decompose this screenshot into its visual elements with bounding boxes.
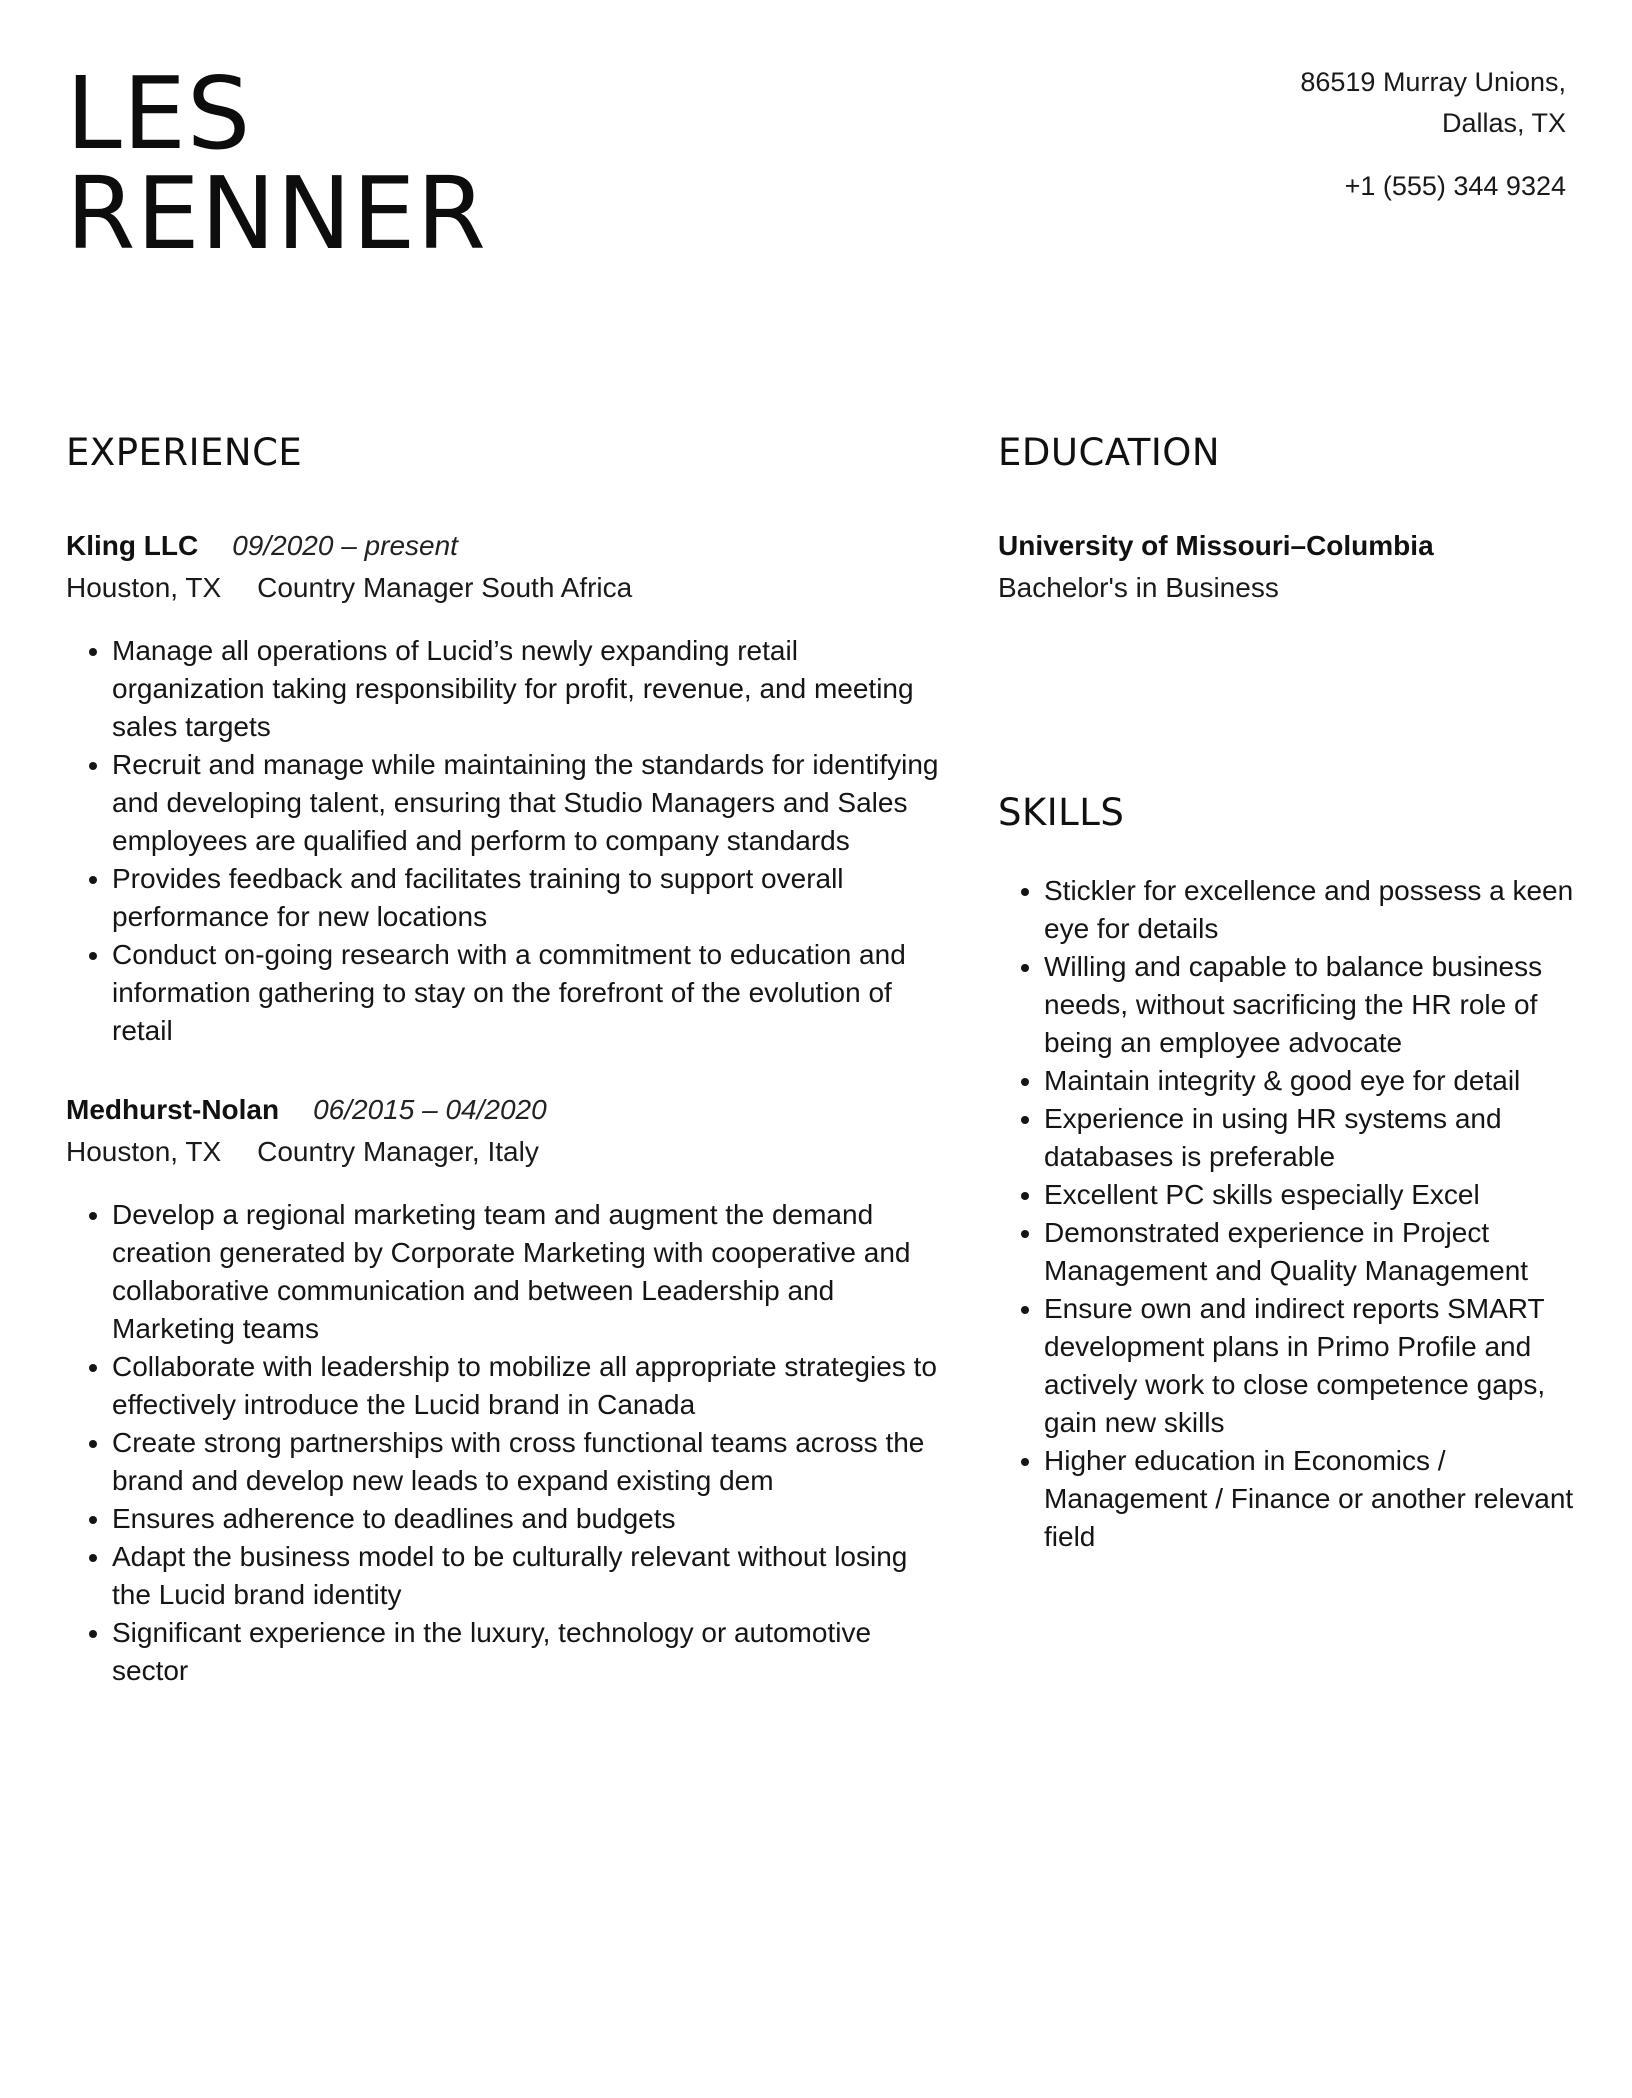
job-dates: 09/2020 – present [232, 530, 458, 561]
skills-heading: SKILLS [998, 791, 1125, 834]
phone-number: +1 (555) 344 9324 [1344, 171, 1566, 201]
skill-item: • Willing and capable to balance business needs, without sacrificing the HR role of being an employee advocate [1044, 948, 1578, 1062]
first-name: LES [66, 55, 252, 172]
job-bullet: • Significant experience in the luxury, technology or automotive sector [112, 1614, 946, 1690]
skill-item: • Maintain integrity & good eye for detail [1044, 1062, 1578, 1100]
job-bullet: • Collaborate with leadership to mobilize all appropriate strategies to effectively introduce the Lucid brand in Canada [112, 1348, 946, 1424]
job-dates: 06/2015 – 04/2020 [313, 1094, 547, 1125]
school-name: University of Missouri–Columbia [998, 530, 1434, 561]
job-bullet: • Ensures adherence to deadlines and budgets [112, 1500, 946, 1538]
address-line-1: 86519 Murray Unions, [1300, 67, 1566, 97]
candidate-name [66, 55, 487, 272]
job-entry [66, 526, 946, 1050]
skills-list [998, 872, 1578, 1556]
job-subheader [66, 566, 946, 610]
education-heading: EDUCATION [998, 431, 1221, 474]
job-bullet: • Manage all operations of Lucid’s newly expanding retail organization taking responsibility for profit, revenue, and meeting sales targets [112, 632, 946, 746]
contact-block [1300, 62, 1566, 207]
last-name: RENNER [66, 155, 487, 272]
education-entry [998, 526, 1578, 610]
job-bullet: • Conduct on-going research with a commitment to education and information gathering to stay on the forefront of the evolution of retail [112, 936, 946, 1050]
skill-item: • Ensure own and indirect reports SMART development plans in Primo Profile and actively work to close competence gaps, gain new skills [1044, 1290, 1578, 1442]
job-bullet: • Adapt the business model to be culturally relevant without losing the Lucid brand identity [112, 1538, 946, 1614]
skill-item: • Higher education in Economics / Management / Finance or another relevant field [1044, 1442, 1578, 1556]
experience-heading: EXPERIENCE [66, 431, 303, 474]
job-header [66, 526, 946, 566]
job-location: Houston, TX [66, 572, 222, 603]
job-bullet: • Recruit and manage while maintaining the standards for identifying and developing talent, ensuring that Studio Managers and Sales employees are qualified and perform to company standards [112, 746, 946, 860]
job-location: Houston, TX [66, 1136, 222, 1167]
job-bullet: • Provides feedback and facilitates training to support overall performance for new locations [112, 860, 946, 936]
job-entry [66, 1090, 946, 1690]
job-bullet: • Develop a regional marketing team and augment the demand creation generated by Corporate Marketing with cooperative and collaborative communication and between Leadership and Marketing teams [112, 1196, 946, 1348]
job-bullets [66, 632, 946, 1050]
job-bullets [66, 1196, 946, 1690]
skill-item: • Demonstrated experience in Project Management and Quality Management [1044, 1214, 1578, 1290]
job-header [66, 1090, 946, 1130]
skill-item: • Experience in using HR systems and databases is preferable [1044, 1100, 1578, 1176]
job-bullet: • Create strong partnerships with cross functional teams across the brand and develop new leads to expand existing dem [112, 1424, 946, 1500]
experience-column [66, 428, 946, 1690]
skill-item: • Excellent PC skills especially Excel [1044, 1176, 1578, 1214]
job-company: Kling LLC [66, 530, 199, 561]
job-subheader [66, 1130, 946, 1174]
job-company: Medhurst-Nolan [66, 1094, 280, 1125]
skills-section [998, 788, 1578, 1556]
job-role: Country Manager, Italy [257, 1136, 539, 1167]
skill-item: • Stickler for excellence and possess a keen eye for details [1044, 872, 1578, 948]
degree: Bachelor's in Business [998, 572, 1279, 603]
side-column [998, 428, 1578, 1556]
job-role: Country Manager South Africa [257, 572, 633, 603]
address-line-2: Dallas, TX [1441, 108, 1566, 138]
